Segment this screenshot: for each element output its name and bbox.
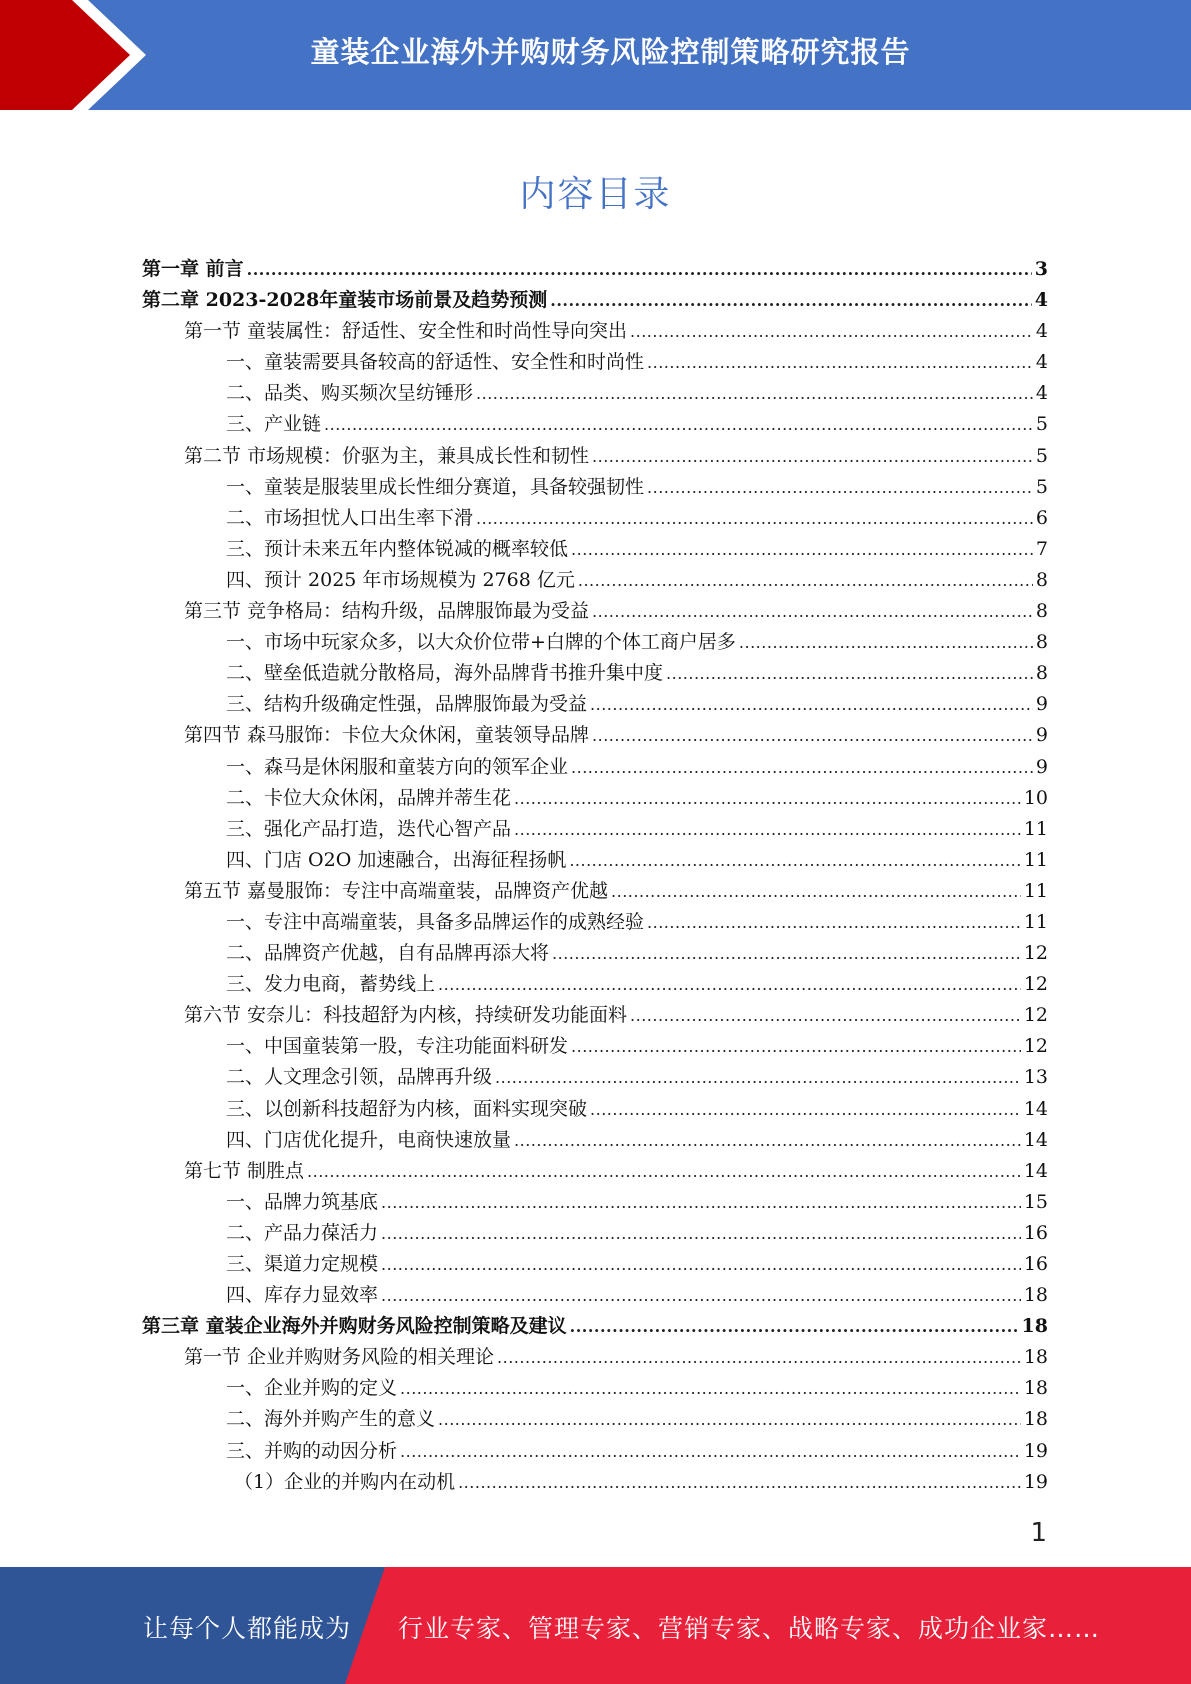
toc-entry[interactable] xyxy=(142,876,1048,907)
toc-entry-title: 二、市场担忧人口出生率下滑 xyxy=(226,506,474,529)
toc-entry-title: 二、壁垒低造就分散格局，海外品牌背书推升集中度 xyxy=(226,662,664,685)
toc-entry[interactable] xyxy=(142,1436,1048,1467)
toc-entry[interactable] xyxy=(142,565,1048,596)
toc-entry-title: 一、中国童装第一股，专注功能面料研发 xyxy=(226,1035,569,1058)
toc-entry[interactable] xyxy=(142,1467,1048,1498)
toc-entry[interactable] xyxy=(142,596,1048,627)
toc-entry-title: 三、并购的动因分析 xyxy=(226,1439,398,1462)
toc-entry[interactable] xyxy=(142,409,1048,440)
toc-dot-leader xyxy=(381,1280,1021,1311)
toc-entry[interactable] xyxy=(142,783,1048,814)
footer-slogan-right: 行业专家、管理专家、营销专家、战略专家、成功企业家…… xyxy=(398,1614,1101,1643)
toc-entry[interactable] xyxy=(142,254,1048,285)
toc-dot-leader xyxy=(571,752,1033,783)
toc-entry-page: 4 xyxy=(1034,289,1048,312)
toc-dot-leader xyxy=(647,472,1033,503)
toc-entry-page: 19 xyxy=(1023,1439,1048,1462)
toc-entry[interactable] xyxy=(142,689,1048,720)
toc-entry-page: 11 xyxy=(1023,817,1048,840)
toc-entry-page: 8 xyxy=(1035,662,1048,685)
toc-entry[interactable] xyxy=(142,1404,1048,1435)
toc-entry-title: 第四节 森马服饰：卡位大众休闲，童装领导品牌 xyxy=(184,724,590,747)
toc-entry-title: 二、产品力葆活力 xyxy=(226,1221,379,1244)
toc-dot-leader xyxy=(476,503,1033,534)
toc-entry[interactable] xyxy=(142,1094,1048,1125)
toc-entry-title: 二、品牌资产优越，自有品牌再添大将 xyxy=(226,942,550,965)
toc-dot-leader xyxy=(400,1436,1021,1467)
toc-entry-page: 12 xyxy=(1023,1035,1048,1058)
toc-entry-page: 7 xyxy=(1035,537,1048,560)
toc-entry-title: 三、发力电商，蓄势线上 xyxy=(226,973,436,996)
toc-entry-page: 11 xyxy=(1023,910,1048,933)
toc-entry-page: 6 xyxy=(1035,506,1048,529)
toc-entry-page: 16 xyxy=(1023,1253,1048,1275)
toc-entry[interactable] xyxy=(142,1156,1048,1187)
toc-entry-page: 9 xyxy=(1035,724,1048,747)
toc-entry-page: 18 xyxy=(1023,1377,1048,1400)
toc-entry-title: 二、品类、购买频次呈纺锤形 xyxy=(226,382,474,405)
toc-entry-title: 一、童装需要具备较高的舒适性、安全性和时尚性 xyxy=(226,351,645,374)
toc-entry[interactable] xyxy=(142,1280,1048,1311)
toc-dot-leader xyxy=(438,969,1021,1000)
toc-entry-title: 四、库存力显效率 xyxy=(226,1284,379,1307)
toc-entry[interactable] xyxy=(142,658,1048,689)
toc-entry-page: 4 xyxy=(1035,320,1048,343)
toc-entry[interactable] xyxy=(142,441,1048,472)
toc-entry-title: 第二节 市场规模：价驱为主，兼具成长性和韧性 xyxy=(184,444,590,467)
footer-banner xyxy=(0,1567,1191,1684)
toc-dot-leader xyxy=(592,441,1033,472)
toc-entry[interactable] xyxy=(142,752,1048,783)
toc-dot-leader xyxy=(647,347,1033,378)
toc-entry[interactable] xyxy=(142,378,1048,409)
toc-entry-page: 8 xyxy=(1035,568,1048,591)
toc-entry-page: 11 xyxy=(1023,879,1048,902)
toc-entry-title: 第一节 童装属性：舒适性、安全性和时尚性导向突出 xyxy=(184,320,628,343)
toc-dot-leader xyxy=(381,1218,1021,1249)
toc-dot-leader xyxy=(550,285,1032,316)
toc-dot-leader xyxy=(381,1249,1021,1280)
toc-entry-title: 第一节 企业并购财务风险的相关理论 xyxy=(184,1346,495,1369)
toc-dot-leader xyxy=(570,1311,1019,1342)
toc-entry-page: 12 xyxy=(1023,1004,1048,1027)
toc-entry[interactable] xyxy=(142,627,1048,658)
toc-entry-page: 18 xyxy=(1023,1284,1048,1307)
toc-dot-leader xyxy=(552,938,1021,969)
toc-entry-page: 16 xyxy=(1023,1221,1048,1244)
toc-entry-page: 4 xyxy=(1035,351,1048,374)
toc-entry-title: 第五节 嘉曼服饰：专注中高端童装，品牌资产优越 xyxy=(184,879,609,902)
toc-dot-leader xyxy=(458,1467,1021,1498)
report-title: 童装企业海外并购财务风险控制策略研究报告 xyxy=(310,35,911,69)
toc-entry-title: 第三章 童装企业海外并购财务风险控制策略及建议 xyxy=(142,1315,567,1338)
toc-heading: 内容目录 xyxy=(519,174,672,215)
footer-slogan-left: 让每个人都能成为 xyxy=(143,1614,352,1643)
toc-entry-title: 一、童装是服装里成长性细分赛道，具备较强韧性 xyxy=(226,475,645,498)
table-of-contents xyxy=(142,254,1048,1498)
toc-entry[interactable] xyxy=(142,1311,1048,1342)
toc-dot-leader xyxy=(514,783,1021,814)
toc-dot-leader xyxy=(247,254,1032,285)
toc-entry-page: 18 xyxy=(1023,1346,1048,1369)
toc-entry[interactable] xyxy=(142,347,1048,378)
toc-entry-title: 一、市场中玩家众多，以大众价位带+白牌的个体工商户居多 xyxy=(226,631,736,654)
toc-entry[interactable] xyxy=(142,938,1048,969)
toc-dot-leader xyxy=(438,1404,1021,1435)
toc-entry-title: 第二章 2023-2028年童装市场前景及趋势预测 xyxy=(142,289,548,312)
toc-entry-page: 8 xyxy=(1035,631,1048,654)
toc-entry-title: 三、强化产品打造，迭代心智产品 xyxy=(226,817,512,840)
toc-dot-leader xyxy=(400,1373,1021,1404)
toc-entry-page: 18 xyxy=(1023,1408,1048,1431)
page-number: 1 xyxy=(1030,1518,1047,1548)
toc-entry-title: 第三节 竞争格局：结构升级，品牌服饰最为受益 xyxy=(184,600,590,623)
toc-entry-page: 12 xyxy=(1023,942,1048,965)
toc-dot-leader xyxy=(514,814,1021,845)
toc-entry-page: 5 xyxy=(1035,444,1048,467)
toc-entry[interactable] xyxy=(142,1031,1048,1062)
toc-dot-leader xyxy=(592,596,1033,627)
toc-entry-title: 三、以创新科技超舒为内核，面料实现突破 xyxy=(226,1097,588,1120)
toc-dot-leader xyxy=(307,1156,1021,1187)
toc-entry-title: 一、品牌力筑基底 xyxy=(226,1190,379,1213)
toc-entry-title: 一、森马是休闲服和童装方向的领军企业 xyxy=(226,755,569,778)
toc-entry[interactable] xyxy=(142,907,1048,938)
toc-entry[interactable] xyxy=(142,969,1048,1000)
toc-entry-page: 4 xyxy=(1035,382,1048,405)
toc-entry-title: 三、渠道力定规模 xyxy=(226,1253,379,1275)
toc-entry-page: 3 xyxy=(1034,258,1048,280)
toc-entry-page: 18 xyxy=(1021,1315,1048,1338)
toc-entry-page: 14 xyxy=(1023,1097,1048,1120)
toc-dot-leader xyxy=(578,565,1033,596)
toc-entry[interactable] xyxy=(142,534,1048,565)
toc-entry-title: 四、门店 O2O 加速融合，出海征程扬帆 xyxy=(226,848,567,871)
toc-dot-leader xyxy=(611,876,1021,907)
toc-dot-leader xyxy=(647,907,1021,938)
toc-entry-page: 5 xyxy=(1035,475,1048,498)
toc-entry-page: 9 xyxy=(1035,693,1048,716)
header-banner xyxy=(0,0,1191,110)
toc-entry-title: 第七节 制胜点 xyxy=(184,1159,305,1182)
toc-entry[interactable] xyxy=(142,1373,1048,1404)
toc-entry-page: 14 xyxy=(1023,1128,1048,1151)
toc-entry-title: 四、门店优化提升，电商快速放量 xyxy=(226,1128,512,1151)
toc-entry-title: 二、卡位大众休闲，品牌并蒂生花 xyxy=(226,786,512,809)
toc-entry-title: 第六节 安奈儿：科技超舒为内核，持续研发功能面料 xyxy=(184,1004,628,1027)
toc-entry[interactable] xyxy=(142,814,1048,845)
toc-entry-page: 9 xyxy=(1035,755,1048,778)
toc-entry[interactable] xyxy=(142,472,1048,503)
toc-entry-page: 14 xyxy=(1023,1159,1048,1182)
toc-entry-title: 四、预计 2025 年市场规模为 2768 亿元 xyxy=(226,568,575,591)
toc-entry-title: 二、人文理念引领，品牌再升级 xyxy=(226,1066,493,1089)
toc-dot-leader xyxy=(590,689,1033,720)
toc-dot-leader xyxy=(571,534,1033,565)
toc-entry-title: 一、企业并购的定义 xyxy=(226,1377,398,1400)
toc-entry-title: 三、预计未来五年内整体锐减的概率较低 xyxy=(226,537,569,560)
toc-entry[interactable] xyxy=(142,1187,1048,1218)
toc-entry[interactable] xyxy=(142,1249,1048,1280)
toc-entry-page: 19 xyxy=(1023,1470,1048,1493)
toc-dot-leader xyxy=(666,658,1033,689)
toc-dot-leader xyxy=(739,627,1033,658)
toc-entry[interactable] xyxy=(142,1062,1048,1093)
toc-dot-leader xyxy=(569,845,1020,876)
toc-dot-leader xyxy=(590,1094,1021,1125)
toc-entry-title: 三、产业链 xyxy=(226,413,322,436)
toc-dot-leader xyxy=(571,1031,1021,1062)
toc-entry[interactable] xyxy=(142,1218,1048,1249)
toc-entry[interactable] xyxy=(142,845,1048,876)
toc-entry-page: 8 xyxy=(1035,600,1048,623)
toc-dot-leader xyxy=(381,1187,1021,1218)
toc-entry-title: 三、结构升级确定性强，品牌服饰最为受益 xyxy=(226,693,588,716)
toc-entry[interactable] xyxy=(142,1000,1048,1031)
toc-entry[interactable] xyxy=(142,720,1048,751)
toc-entry[interactable] xyxy=(142,1342,1048,1373)
toc-dot-leader xyxy=(514,1125,1021,1156)
toc-dot-leader xyxy=(495,1062,1021,1093)
toc-entry[interactable] xyxy=(142,285,1048,316)
toc-entry-page: 13 xyxy=(1023,1066,1048,1089)
toc-entry-page: 11 xyxy=(1023,848,1048,871)
toc-dot-leader xyxy=(476,378,1033,409)
toc-entry[interactable] xyxy=(142,503,1048,534)
toc-dot-leader xyxy=(324,409,1033,440)
toc-dot-leader xyxy=(592,720,1033,751)
toc-entry[interactable] xyxy=(142,1125,1048,1156)
toc-entry-title: （1）企业的并购内在动机 xyxy=(234,1470,456,1493)
toc-entry-title: 一、专注中高端童装，具备多品牌运作的成熟经验 xyxy=(226,910,645,933)
toc-entry-page: 5 xyxy=(1035,413,1048,436)
toc-entry-page: 15 xyxy=(1023,1190,1048,1213)
toc-dot-leader xyxy=(497,1342,1021,1373)
toc-entry-title: 二、海外并购产生的意义 xyxy=(226,1408,436,1431)
toc-entry-page: 10 xyxy=(1023,786,1048,809)
toc-entry-title: 第一章 前言 xyxy=(142,258,244,280)
toc-dot-leader xyxy=(630,316,1033,347)
toc-entry-page: 12 xyxy=(1023,973,1048,996)
toc-entry[interactable] xyxy=(142,316,1048,347)
toc-dot-leader xyxy=(630,1000,1021,1031)
